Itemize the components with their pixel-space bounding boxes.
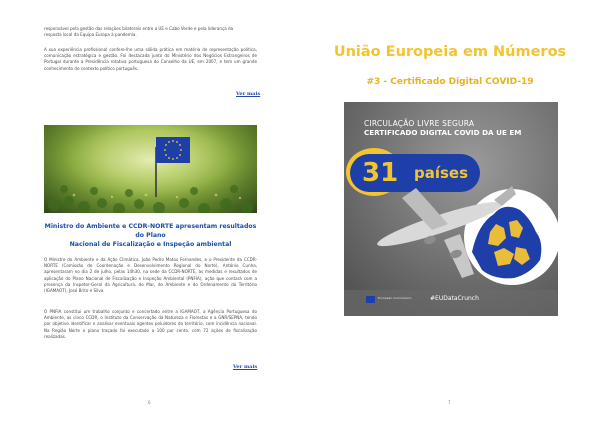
article-paragraph-1: O Ministro do Ambiente e da Ação Climática, João Pedro Matos Fernandes, e o Presidente da CCDR-NORTE (Comissão de Coordenação e Desenvolvimento Regional do Norte), António Cunha, apresentaram no dia 2 de julho, pelas 14h30, na sede da CCDR-NORTE, as medidas e resultados de aplicação do Plano Nacional de Fiscalização e Inspeção Ambiental (PNFIA), ação que contará com a presença da Inspetor-Geral da Agricultura, do Mar, do Ambiente e do Ordenamento do Território (IGAMAOT), José Brito e Silva.: [44, 257, 257, 294]
article-paragraph-2: O PNFIA constitui um trabalho conjunto e concertado entre a IGAMAOT, a Agência Portuguesa do Ambiente, as cinco CCDR, o Instituto da Conservação da Natureza e Florestas e a GNR/SEPNA, tendo por objetivo identificar e analisar eventuais agentes poluidores do território, com incidência nacional. Na Região Norte o plano traçado foi executado a 100 por cento, com 72 ações de fiscalização realizadas.: [44, 309, 257, 339]
country-count-label: países: [414, 164, 469, 182]
european-commission-label: European Commission: [378, 296, 412, 300]
photo-illustration: [44, 125, 257, 213]
poster-line-1: CIRCULAÇÃO LIVRE SEGURA: [364, 119, 475, 128]
ver-mais-link-2[interactable]: Ver mais: [233, 364, 258, 370]
intro-line-2: resposta local da Equipa Europa à pandemia.: [44, 32, 137, 38]
section-subtitle: #3 - Certificado Digital COVID-19: [366, 77, 534, 87]
section-title: União Europeia em Números: [333, 44, 567, 60]
intro-paragraph-2: A sua experiência profissional confere-lhe uma sólida prática em matéria de representação política, comunicação estratégica e gestão. Foi destacada junto do Ministério dos Negócios Estrangeiros de Portugal durante a Presidência rotativa portuguesa do Conselho da UE, em 2007, e tem um grande conhecimento do contexto político português.: [44, 47, 257, 71]
eu-commission-logo-icon: [366, 296, 375, 303]
article-headline[interactable]: [44, 222, 257, 249]
eu-data-crunch-poster: [344, 102, 558, 316]
page-number-right: 7: [448, 400, 451, 405]
ver-mais-link-1[interactable]: Ver mais: [236, 91, 261, 97]
moss-eu-flag-photo: [44, 125, 257, 213]
intro-paragraph-continuation: [44, 26, 257, 38]
intro-line-1: responsável pela gestão das relações bilaterais entre a UE e Cabo Verde e pela liderança da: [44, 26, 234, 31]
eu-datacrunch-hashtag: #EUDataCrunch: [430, 295, 479, 302]
headline-line-2: Nacional de Fiscalização e Inspeção ambiental: [69, 241, 232, 248]
page-number-left: 6: [148, 400, 151, 405]
country-count: 31: [362, 158, 399, 188]
poster-line-2: CERTIFICADO DIGITAL COVID DA UE EM: [364, 128, 522, 137]
headline-line-1: Ministro do Ambiente e CCDR-NORTE apresentam resultados do Plano: [44, 223, 257, 239]
